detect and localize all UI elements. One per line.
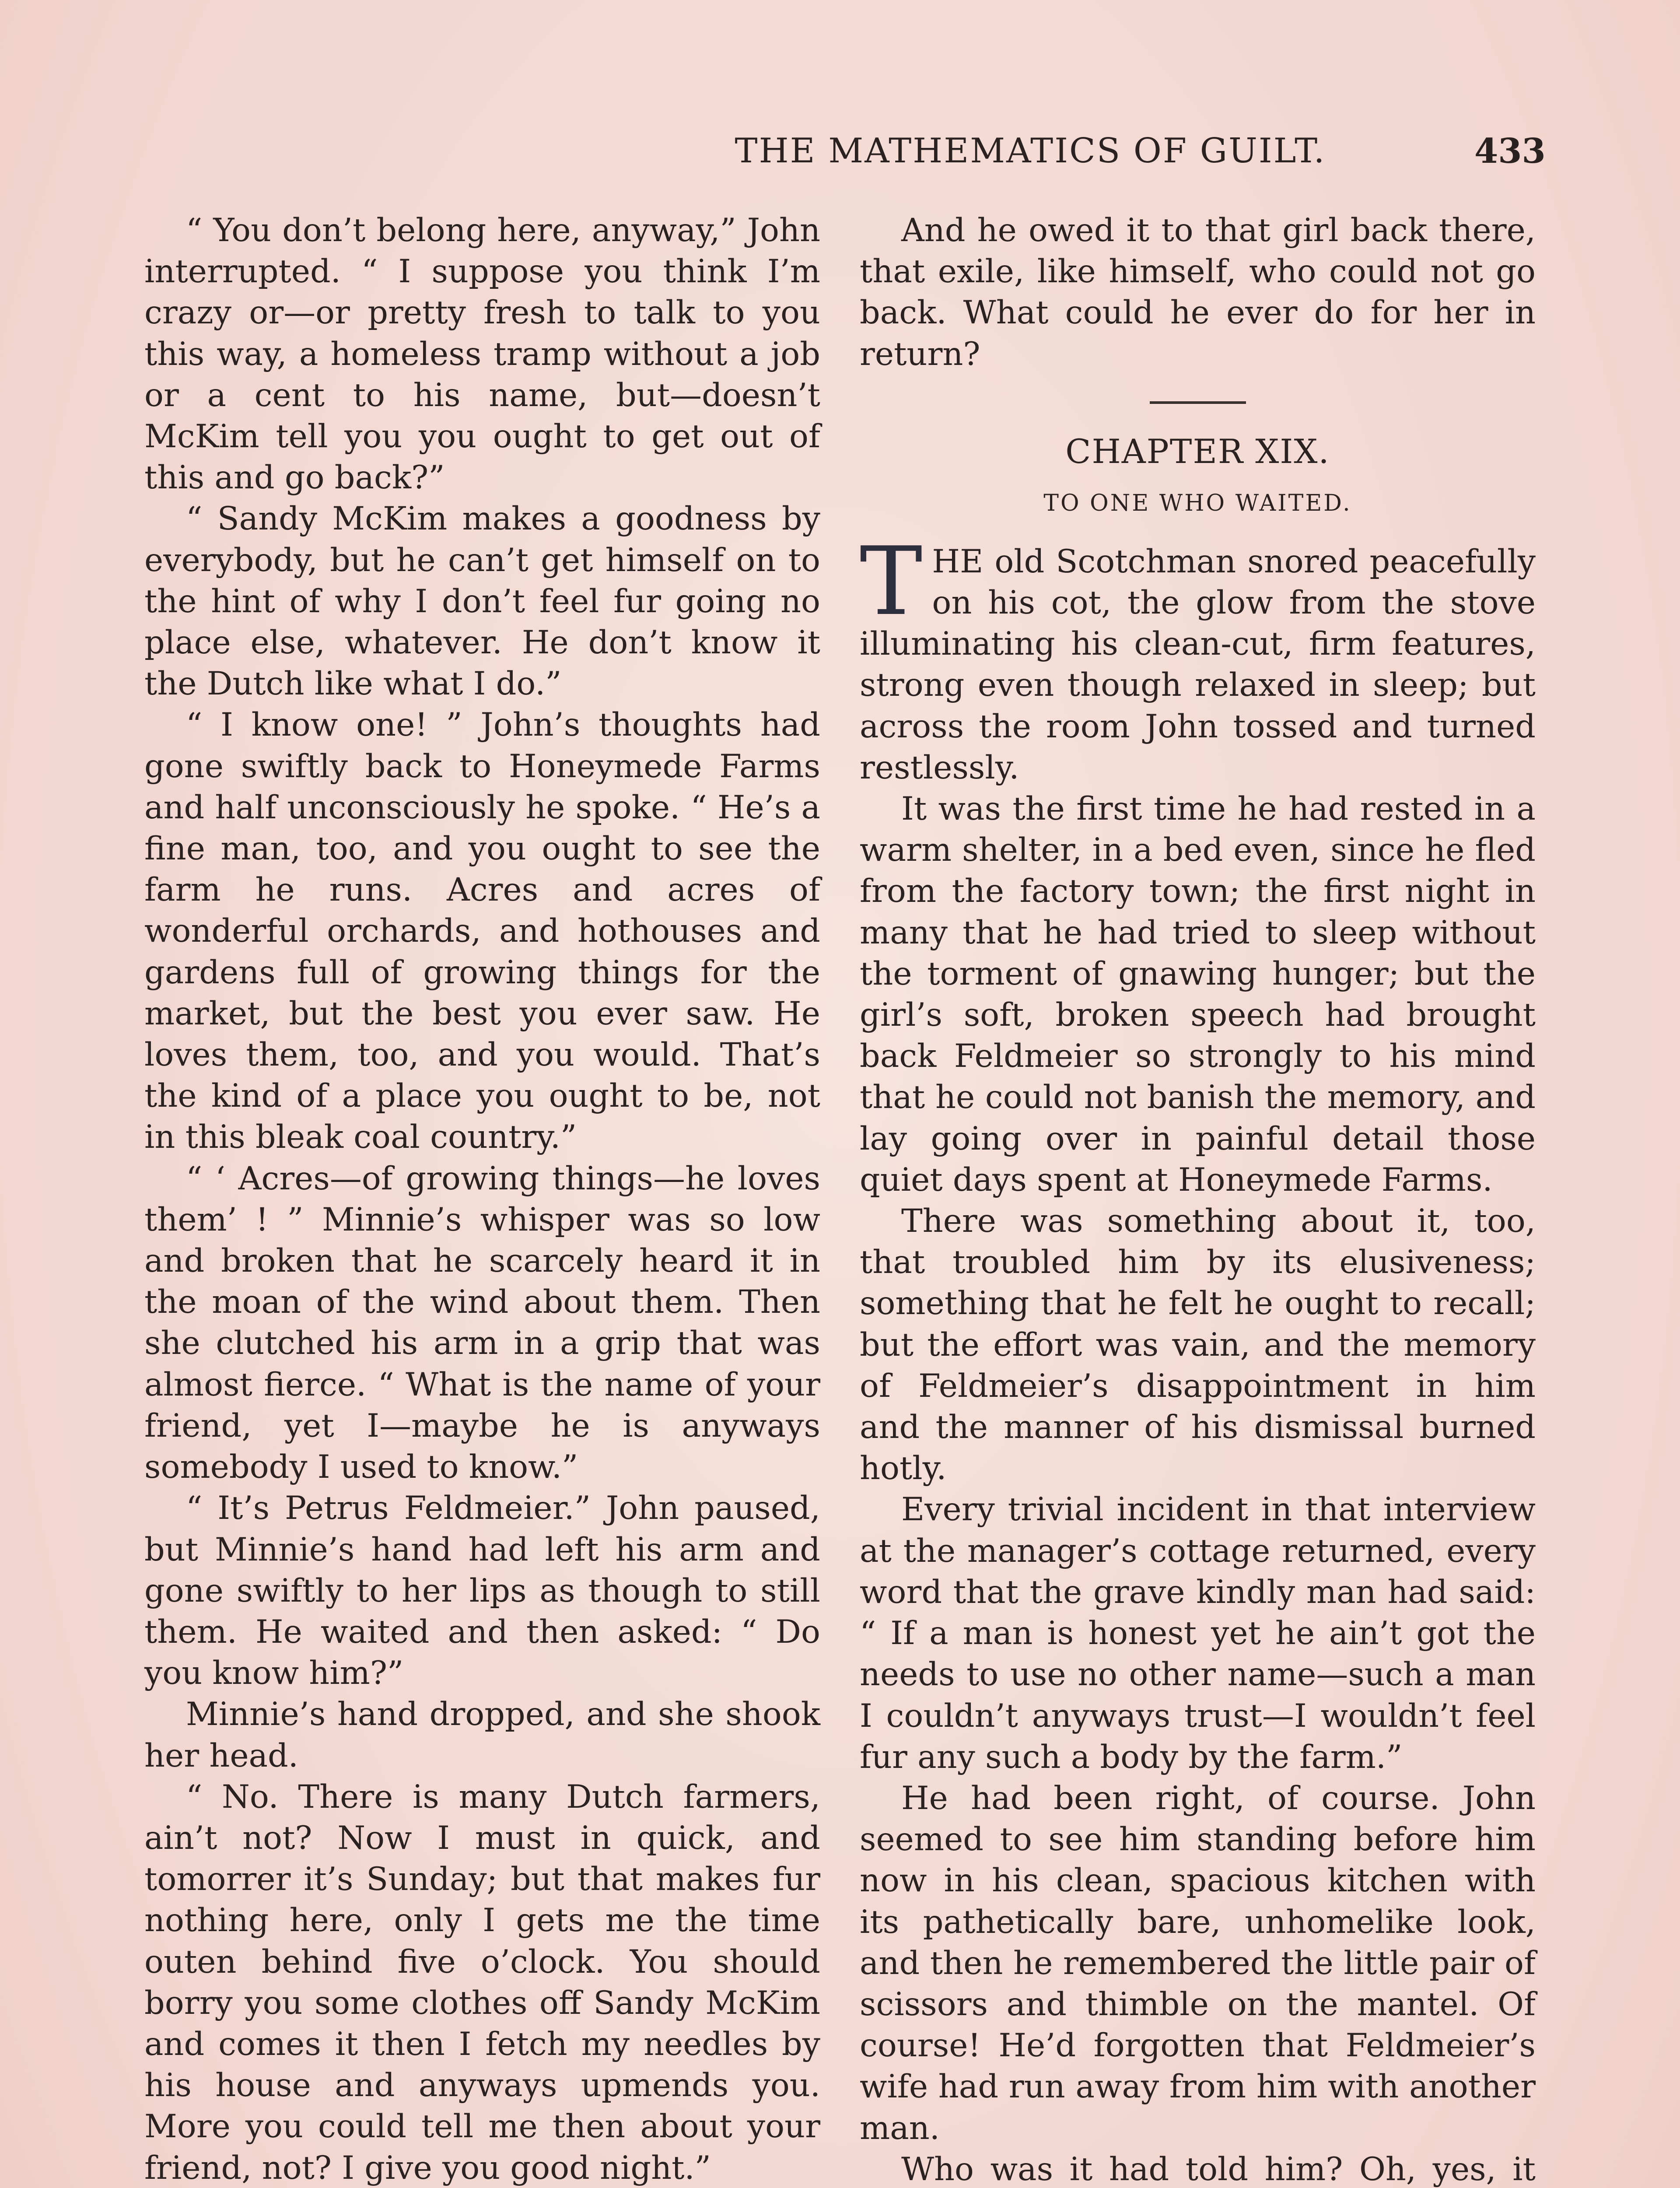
chapter-opening-paragraph <box>860 526 1536 789</box>
opening-text: HE old Scotchman snored peacefully on his cot, the glow from the stove illuminating his clean-cut, firm features, strong even though relaxed in sleep; but across the room John tossed and turned restlessly. <box>860 543 1536 786</box>
chapter-subtitle: TO ONE WHO WAITED. <box>1043 490 1352 516</box>
paragraph: “ It’s Petrus Feldmeier.” John paused, but Minnie’s hand had left his arm and gone swiftly to her lips as though to still them. He waited and then asked: “ Do you know him?” <box>144 1490 820 1692</box>
paragraph: And he owed it to that girl back there, that exile, like himself, who could not go back. What could he ever do for her in return? <box>860 212 1536 373</box>
left-column <box>144 210 820 2188</box>
chapter-title: CHAPTER XIX. <box>1065 431 1330 471</box>
paragraph: He had been right, of course. John seemed to see him standing before him now in his clean, spacious kitchen with its pathetically bare, unhomelike look, and then he remembered the little pair of scissors and thimble on the mantel. Of course! He’d forgotten that Feldmeier’s wife had run away from him with another man. <box>860 1779 1536 2147</box>
paragraph: There was something about it, too, that troubled him by its elusiveness; something that he felt he ought to recall; but the effort was vain, and the memory of Feldmeier’s disappointment in him and the manner of his dismissal burned hotly. <box>860 1203 1536 1487</box>
right-column <box>860 210 1536 2188</box>
section-divider <box>1150 401 1246 404</box>
paragraph: “ ‘ Acres—of growing things—he loves them’ ! ” Minnie’s whisper was so low and broken that he scarcely heard it in the moan of the wind about them. Then she clutched his arm in a grip that was almost fierce. “ What is the name of your friend, yet I—maybe he is anyways somebody I used to know.” <box>144 1160 820 1486</box>
paragraph: Minnie’s hand dropped, and she shook her head. <box>144 1696 820 1774</box>
page-number: 433 <box>1474 131 1546 171</box>
running-title: THE MATHEMATICS OF GUILT. <box>735 131 1326 171</box>
paragraph: “ No. There is many Dutch farmers, ain’t not? Now I must in quick, and tomorrer it’s Sunday; but that makes fur nothing here, only I gets me the time outen behind five o’clock. You should borry you some clothes off Sandy McKim and comes it then I fetch my needles by his house and anyways upmends you. More you could tell me then about your friend, not? I give you good night.” <box>144 1778 820 2187</box>
paragraph: “ I know one! ” John’s thoughts had gone swiftly back to Honeymede Farms and half unconsciously he spoke. “ He’s a fine man, too, and you ought to see the farm he runs. Acres and acres of wonderful orchards, and hothouses and gardens full of growing things for the market, but the best you ever saw. He loves them, too, and you would. That’s the kind of a place you ought to be, not in this bleak coal country.” <box>144 706 820 1156</box>
paragraph: Every trivial incident in that interview at the manager’s cottage returned, every word that the grave kindly man had said: “ If a man is honest yet he ain’t got the needs to use no other name—such a man I couldn’t anyways trust—I wouldn’t feel fur any such a body by the farm.” <box>860 1491 1536 1776</box>
paragraph: It was the first time he had rested in a warm shelter, in a bed even, since he fled from the factory town; the first night in many that he had tried to sleep without the torment of gnawing hunger; but the girl’s soft, broken speech had brought back Feldmeier so strongly to his mind that he could not banish the memory, and lay going over in painful detail those quiet days spent at Honeymede Farms. <box>860 790 1536 1199</box>
paragraph: “ You don’t belong here, anyway,” John interrupted. “ I suppose you think I’m crazy or—or pretty fresh to talk to you this way, a homeless tramp without a job or a cent to his name, but—doesn’t McKim tell you you ought to get out of this and go back?” <box>144 212 820 497</box>
drop-cap: T <box>860 526 923 636</box>
paragraph: “ Sandy McKim makes a goodness by everybody, but he can’t get himself on to the hint of why I don’t feel fur going no place else, whatever. He don’t know it the Dutch like what I do.” <box>144 500 820 703</box>
paragraph: Who was it had told him? Oh, yes, it <box>901 2150 1536 2188</box>
